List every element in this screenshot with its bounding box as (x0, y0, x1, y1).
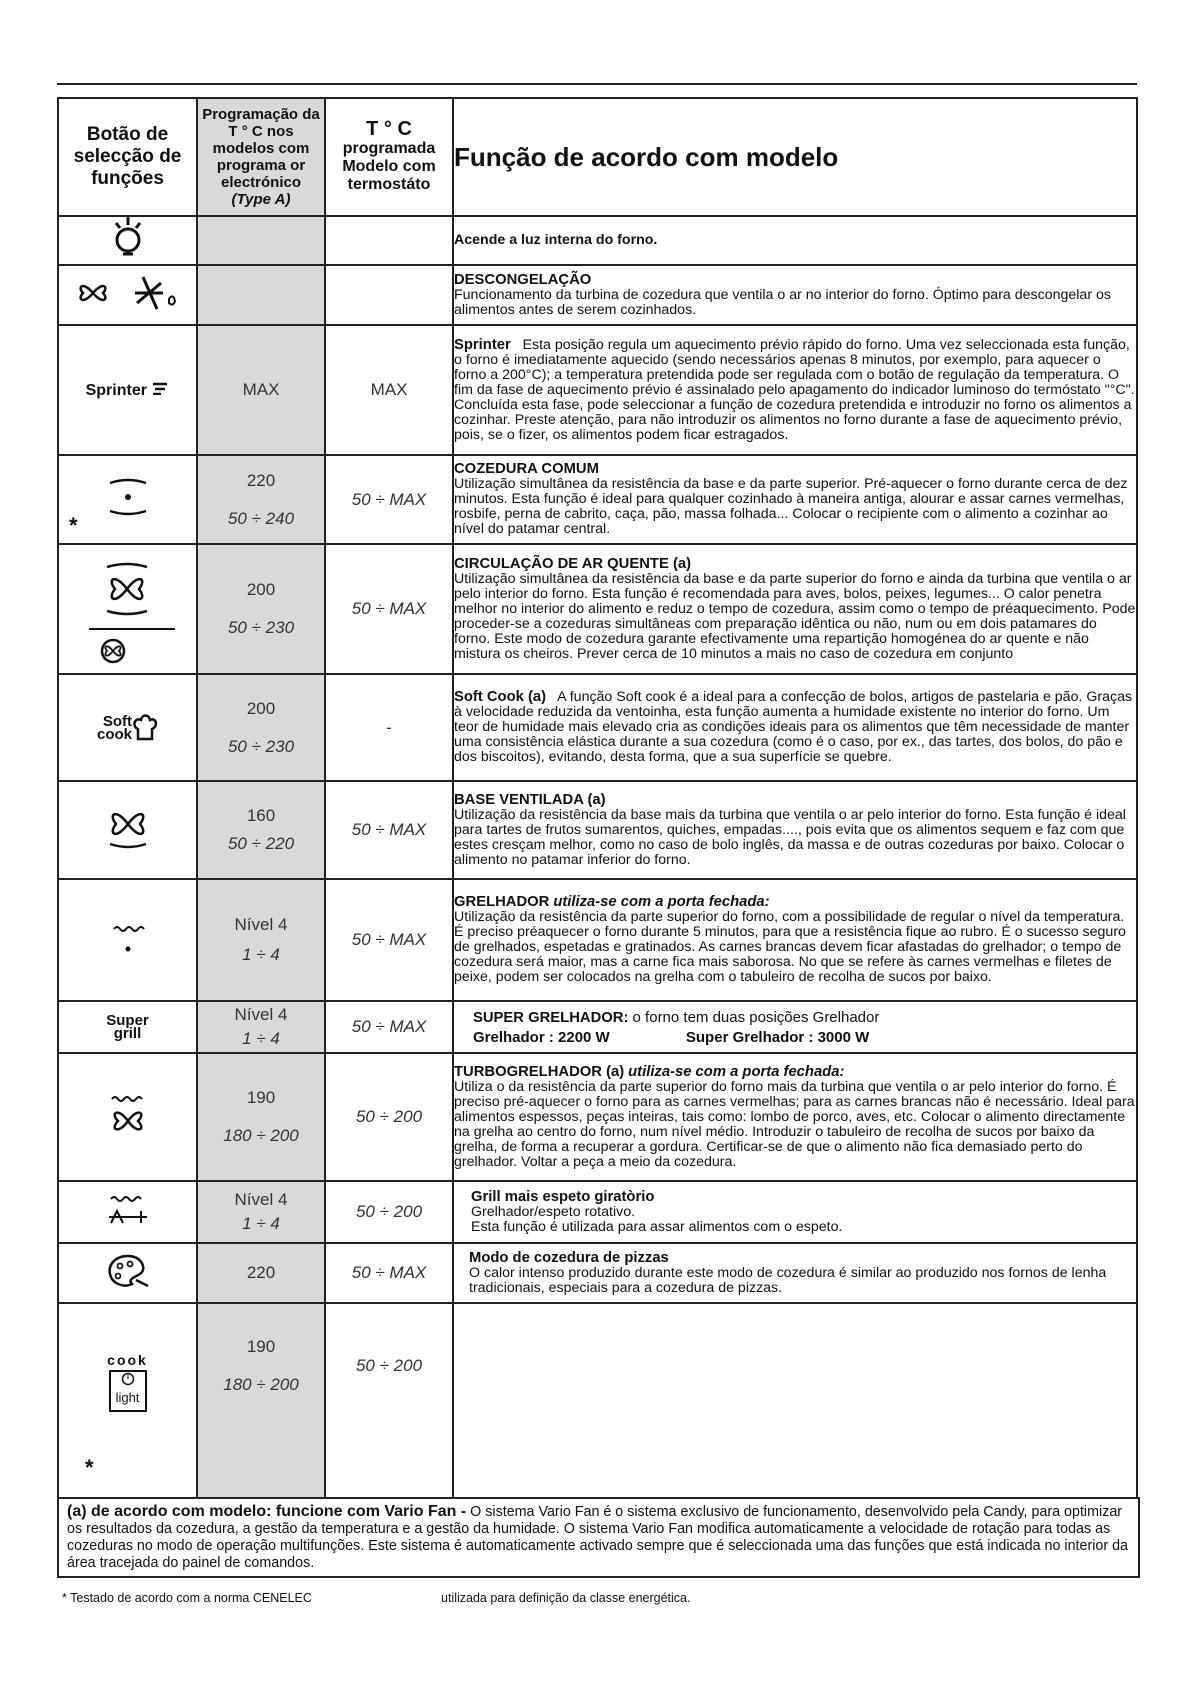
header-selector-button: Botão de selecção de funções (58, 98, 197, 216)
table-row (58, 781, 1137, 879)
row-conventional-prog: 220 (246, 470, 276, 490)
fan-base-icon (106, 806, 150, 850)
row-defrost-description: DESCONGELAÇÃO Funcionamento da turbina de cozedura que ventila o ar no interior do forno. Óptimo para descongelar os alimentos antes de serem cozinhados. (453, 265, 1137, 325)
table-row (58, 265, 1137, 325)
table-row (58, 544, 1137, 674)
row-sprinter-thermo: MAX (370, 380, 408, 399)
functions-table (57, 97, 1138, 1499)
row-softcook-thermo: - (386, 717, 392, 737)
vario-fan-footnote: (a) de acordo com modelo: funcione com Vario Fan - O sistema Vario Fan é o sistema exclusivo de funcionamento, desenvolvido pela Candy, para optimizar os resultados da cozedura, a gestão da temperatura e a gestão da humidade. O sistema Vario Fan modifica automaticamente a velocidade de rotação para todas as cozeduras no modo de operação multifunções. Este sistema é automaticamente activado sempre que é seleccionada uma das funções que está indicada no interior da área tracejada do painel de comandos. (57, 1497, 1140, 1578)
row-hotair-prog: 200 (246, 580, 276, 599)
table-row (58, 1001, 1137, 1053)
header-function: Função de acordo com modelo (453, 98, 1137, 216)
row-cooklight-range: 180 ÷ 200 (223, 1375, 299, 1394)
rotisserie-icon (105, 1193, 151, 1227)
row-grill-range: 1 ÷ 4 (242, 945, 280, 964)
row-turbogrill-description: TURBOGRELHADOR (a) utiliza-se com a porta fechada: Utiliza o da resistência da parte superior do forno mais da turbina que ventila o ar pelo interior do forno. É preciso pré-aquecer o forno para as carnes vermelhas; para as carnes brancas não é necessário. Ideal para alimentos espessos, peças inteiras, tais como: lombo de porco, aves, etc. Colocar o alimento directamente na grelha ao centro do forno, num nível médio. Introduzir o tabuleiro de recolha de sucos por baixo da grelha, de forma a recuperar a gordura. Certificar-se de que o alimento não fica demasiado perto do grelhador. Voltar a peça a meio da cozedura. (453, 1053, 1137, 1181)
table-row (58, 455, 1137, 544)
header-electronic-programming (197, 98, 325, 216)
row-conventional-description: COZEDURA COMUM Utilização simultânea da resistência da base e da parte superior. Pré-aquecer o forno durante cerca de dez minutos. Esta função é ideal para qualquer cozinhado à maneira antiga, alourar e assar carnes vermelhas, rosbife, perna de cabrito, caça, pão, massa folhada... Colocar o recipiente com o alimento a cozinhar ao nível do patamar central. (453, 455, 1137, 544)
soft-cook-icon: Soft cook (58, 674, 197, 781)
row-lamp-description: Acende a luz interna do forno. (453, 216, 1137, 265)
conventional-icon (106, 475, 150, 519)
row-grill-thermo: 50 ÷ MAX (351, 930, 427, 949)
row-pizza-prog: 220 (246, 1263, 276, 1282)
row-fanbase-description: BASE VENTILADA (a) Utilização da resistência da base mais da turbina que ventila o ar pelo interior do forno. Esta função é ideal para tartes de frutos sumarentos, quiches, empadas...., pois evita que os alimentos sequem e faz com que estes cresçam melhor, como no caso de bolo inglês, da massa e de outras cozeduras por baixo. Colocar o alimento no patamar inferior do forno. (453, 781, 1137, 879)
cenelec-note: * Testado de acordo com a norma CENELEC (62, 1591, 312, 1605)
row-turbogrill-range: 180 ÷ 200 (223, 1126, 299, 1145)
header-thermostat (325, 98, 453, 216)
cook-light-icon: cook light * (58, 1303, 197, 1498)
header-col3-text: programada Modelo com termostáto (342, 140, 436, 193)
row-pizza-thermo: 50 ÷ MAX (351, 1263, 427, 1282)
row-rotisserie-prog: Nível 4 (234, 1190, 288, 1209)
lamp-icon (108, 217, 148, 259)
table-header-row (58, 98, 1137, 216)
row-hotair-description: CIRCULAÇÃO DE AR QUENTE (a) Utilização simultânea da resistência da base e da parte superior do forno e ainda da turbina que ventila o ar pelo interior do forno. Esta função é recomendada para aves, bolos, peixes, legumes... O calor penetra melhor no interior do alimento e reduz o tempo de cozedura, assim como o tempo de préaquecimento. Pode proceder-se a cozeduras simultâneas com preparação idêntica ou não, num ou em dois patamares do forno. Este modo de cozedura garante efectivamente uma repartição homogénea do ar quente e não mistura os cheiros. Prever cerca de 10 minutos a mais no caso de cozedura em conjunto (453, 544, 1137, 674)
turbo-grill-icon (106, 1093, 150, 1137)
row-hotair-thermo: 50 ÷ MAX (351, 599, 427, 618)
row-softcook-range: 50 ÷ 230 (227, 736, 295, 756)
table-row (58, 216, 1137, 265)
header-col2-text: Programação da T ° C nos modelos com programa or electrónico (202, 106, 320, 191)
clock-icon (121, 1372, 135, 1386)
row-softcook-prog: 200 (246, 698, 276, 718)
table-row (58, 674, 1137, 781)
row-cooklight-thermo: 50 ÷ 200 (355, 1356, 423, 1375)
row-rotisserie-thermo: 50 ÷ 200 (355, 1202, 423, 1221)
super-grill-icon: Super grill (58, 1001, 197, 1053)
header-type-a: (Type A) (231, 191, 291, 208)
cenelec-star: * (85, 1455, 94, 1480)
row-hotair-range: 50 ÷ 230 (227, 618, 295, 637)
table-row (58, 1243, 1137, 1303)
cenelec-star: * (69, 513, 78, 538)
table-row (58, 325, 1137, 455)
row-sprinter-description: Sprinter Esta posição regula um aquecimento prévio rápido do forno. Uma vez seleccionada esta função, o forno é imediatamente aquecido (sendo necessários apenas 8 minutos, por exemplo, para aquecer o forno a 200°C); a temperatura pretendida pode ser regulada com o botão de regulação da temperatura. O fim da fase de aquecimento prévio é assinalado pelo apagamento do indicador luminoso do termóstato "°C". Concluída esta fase, pode seleccionar a função de cozedura pretendida e introduzir no forno os alimentos a cozinhar. Preste atenção, para não introduzir os alimentos no forno durante a fase de aquecimento prévio, pois, se o fizer, os alimentos podem ficar estragados. (453, 325, 1137, 455)
header-tc: T ° C (366, 118, 412, 140)
row-cooklight-prog: 190 (246, 1337, 276, 1356)
row-supergrill-description: SUPER GRELHADOR: o forno tem duas posições Grelhador Grelhador : 2200 W Super Grelhador : 3000 W (453, 1001, 1137, 1053)
table-row (58, 879, 1137, 1001)
row-sprinter-prog: MAX (242, 380, 280, 399)
row-supergrill-range: 1 ÷ 4 (242, 1029, 280, 1048)
row-supergrill-prog: Nível 4 (234, 1005, 288, 1024)
grill-icon (108, 921, 148, 955)
table-row (58, 1053, 1137, 1181)
pizza-icon (106, 1252, 150, 1290)
energy-class-note: utilizada para definição da classe energética. (441, 1591, 691, 1605)
fan-conventional-icon (59, 545, 196, 673)
row-rotisserie-description: Grill mais espeto giratòrio Grelhador/espeto rotativo. Esta função é utilizada para assar alimentos com o espeto. (453, 1181, 1137, 1243)
chef-hat-icon (132, 713, 158, 743)
defrost-icon (73, 273, 183, 313)
row-turbogrill-prog: 190 (246, 1088, 276, 1107)
sprinter-lines-icon (151, 381, 169, 395)
row-turbogrill-thermo: 50 ÷ 200 (355, 1107, 423, 1126)
table-row (58, 1181, 1137, 1243)
row-softcook-description: Soft Cook (a) A função Soft cook é a ideal para a confecção de bolos, artigos de pastelaria e pão. Graças à velocidade reduzida da ventoinha, esta função aumenta a humidade existente no interior do forno. Um teor de humidade mais elevado cria as condições ideais para os alimentos que têm necessidade de manter uma consistência elástica durante a sua cozedura (como é o caso, por ex., das tartes, dos bolos, do pão e dos biscoitos), evitando, desta forma, que a sua superfície se quebre. (453, 674, 1137, 781)
row-fanbase-prog: 160 (246, 806, 276, 825)
row-fanbase-range: 50 ÷ 220 (227, 834, 295, 853)
row-supergrill-thermo: 50 ÷ MAX (351, 1017, 427, 1036)
row-conventional-range: 50 ÷ 240 (227, 508, 295, 528)
row-pizza-description: Modo de cozedura de pizzas O calor intenso produzido durante este modo de cozedura é similar ao produzido nos fornos de lenha tradicionais, especiais para a cozedura de pizzas. (453, 1243, 1137, 1303)
row-rotisserie-range: 1 ÷ 4 (242, 1214, 280, 1233)
sprinter-icon: Sprinter (58, 325, 197, 455)
top-rule (57, 83, 1137, 85)
row-cooklight-description (453, 1303, 1137, 1498)
table-row (58, 1303, 1137, 1498)
row-grill-prog: Nível 4 (234, 915, 288, 934)
row-fanbase-thermo: 50 ÷ MAX (351, 820, 427, 839)
row-grill-description: GRELHADOR utiliza-se com a porta fechada: Utilização da resistência da parte superior do forno, com a possibilidade de regular o nível da temperatura. É preciso préaquecer o forno durante 5 minutos, para que a resistência fique ao rubro. É o sucesso seguro de grelhados, espetadas e gratinados. As carnes brancas devem ficar afastadas do grelhador; o tempo de cozedura será maior, mas a carne fica mais saborosa. No que se refere às carnes vermelhas e filetes de peixe, podem ser colocados na grelha com o tabuleiro de recolha de sucos por baixo. (453, 879, 1137, 1001)
row-conventional-thermo: 50 ÷ MAX (351, 489, 427, 509)
